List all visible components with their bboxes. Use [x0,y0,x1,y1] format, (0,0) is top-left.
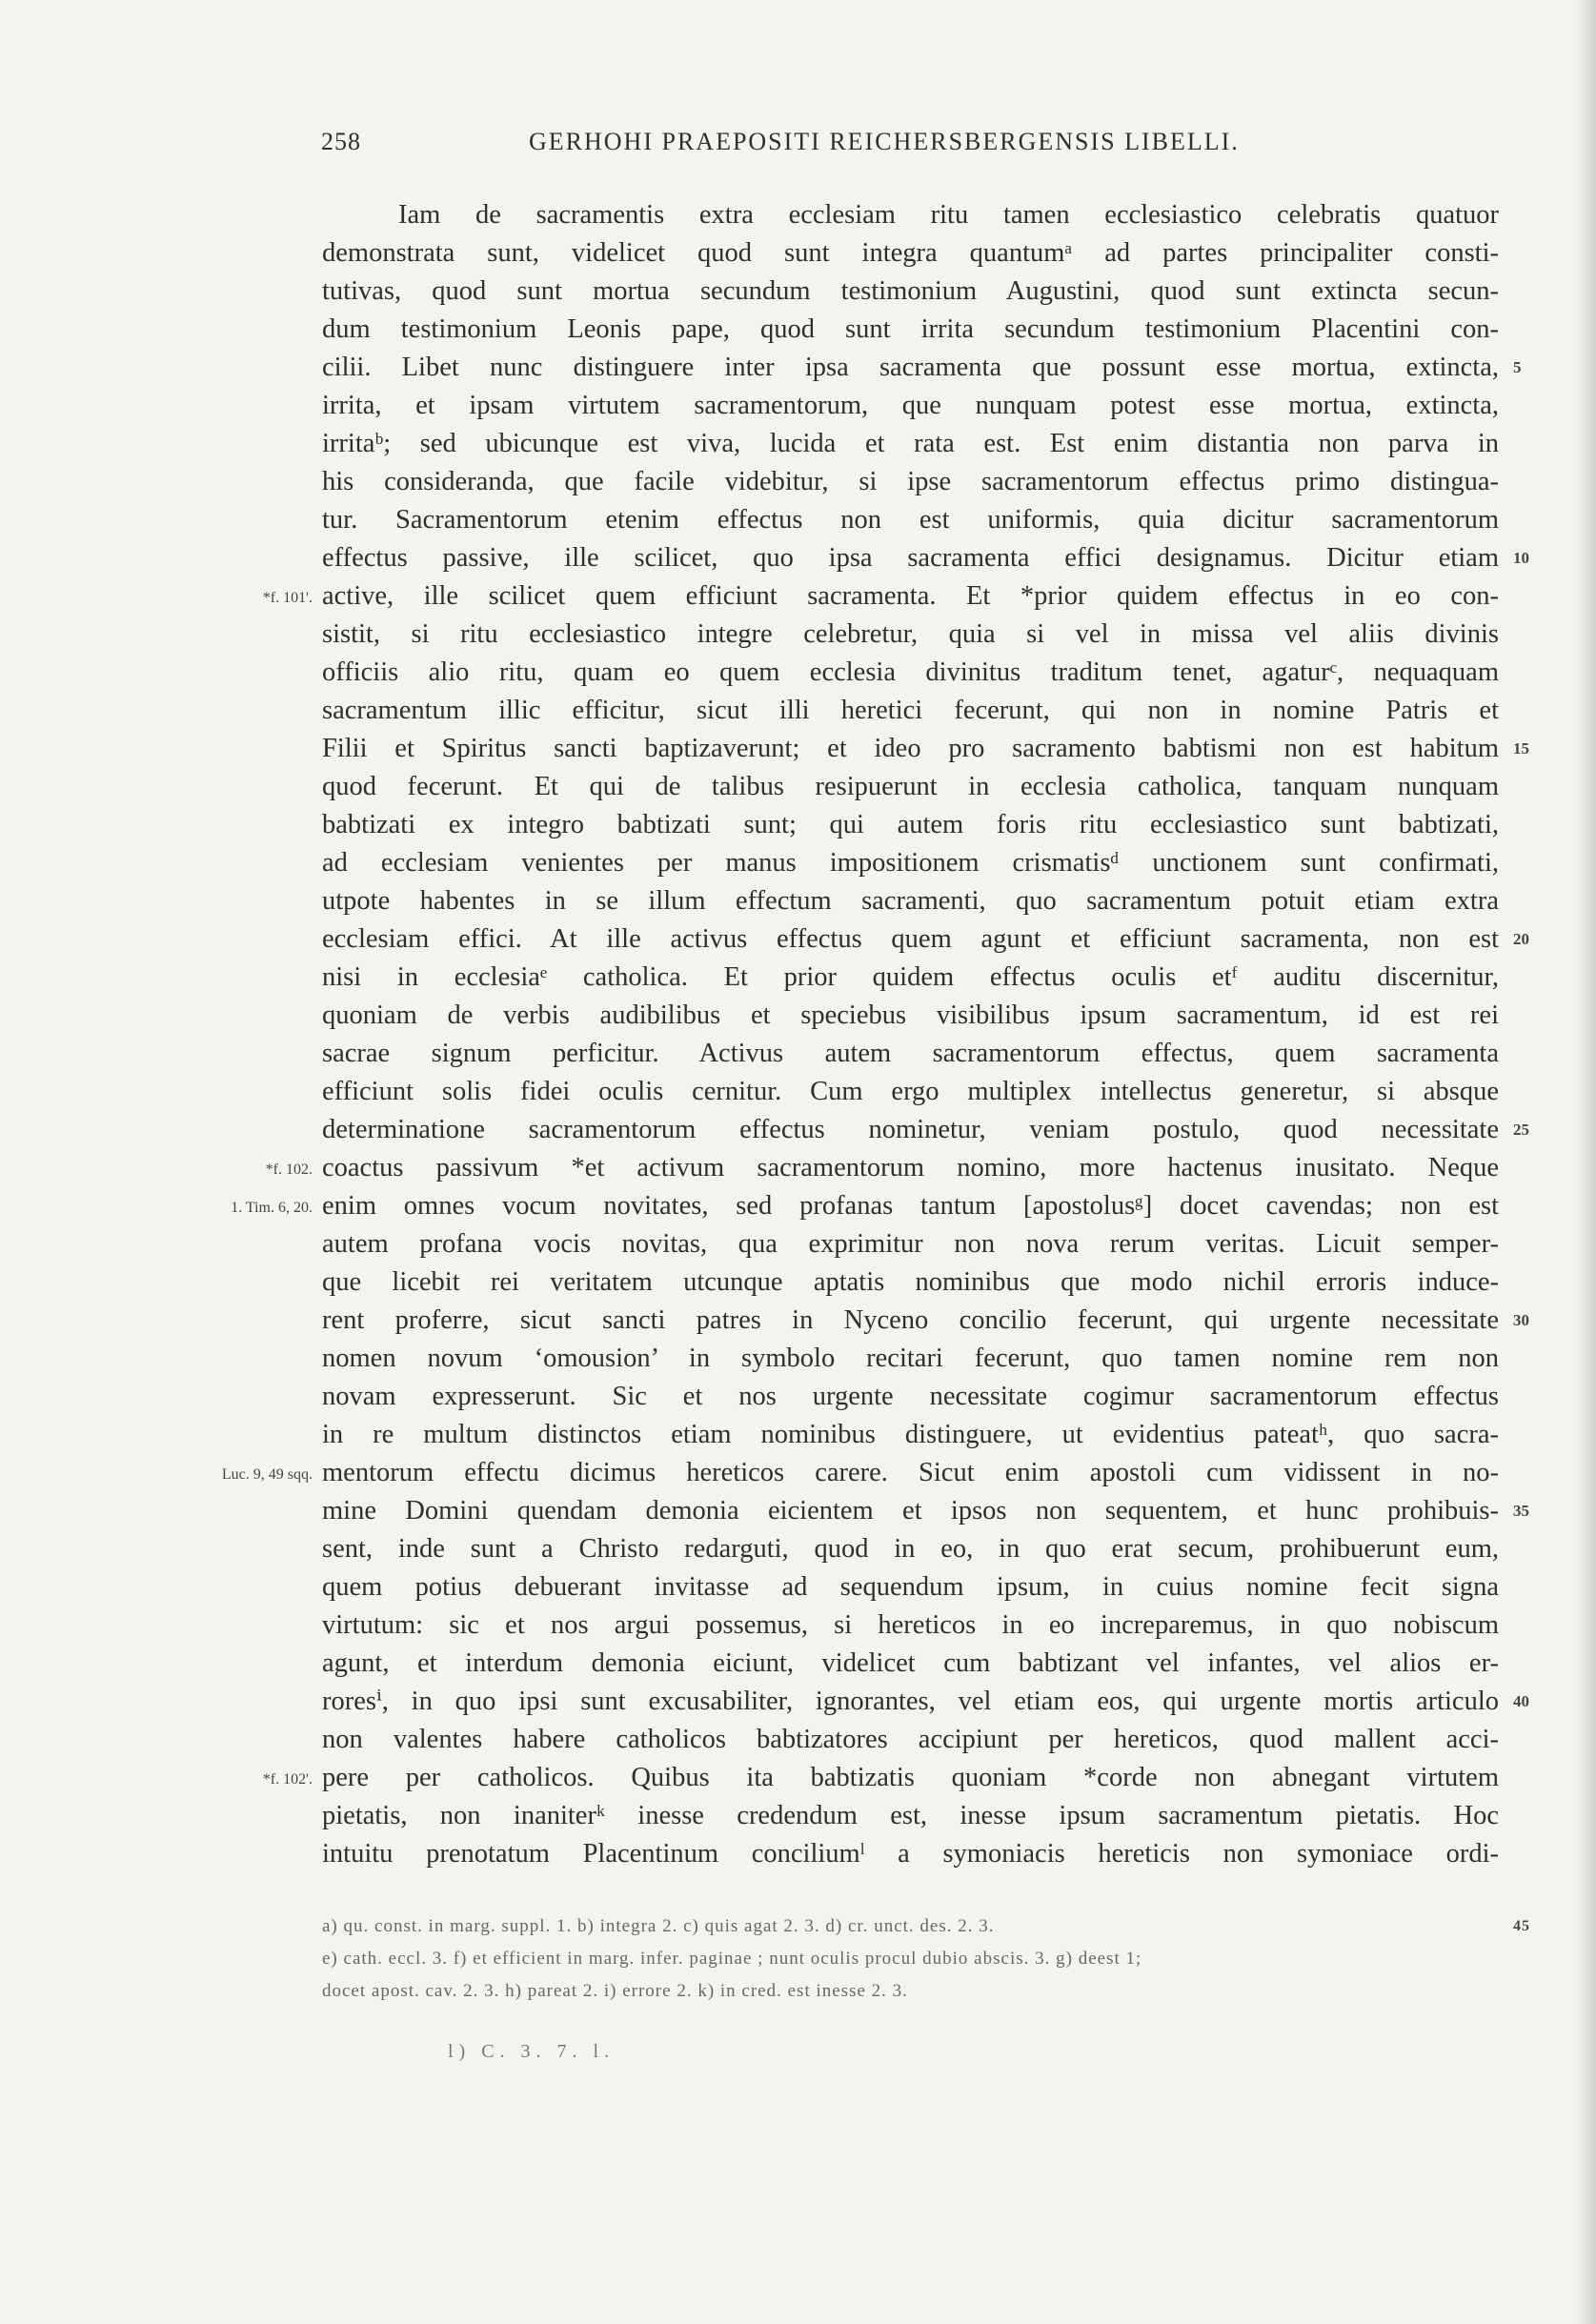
text-line [322,311,1499,349]
line-text: quem potius debuerant invitasse ad sequendum ipsum, in cuius nomine fecit signa [322,1572,1499,1602]
line-number: 40 [1513,1692,1529,1710]
line-text: Iam de sacramentis extra ecclesiam ritu tamen ecclesiastico celebratis quatuor [398,200,1499,230]
text-line [322,1797,1499,1835]
text-line [322,539,1529,577]
text-line [231,1187,1499,1225]
line-number: 5 [1513,358,1522,376]
text-line [322,730,1529,768]
text-line [322,196,1499,234]
text-line [322,387,1499,425]
footnote-line [322,1943,1499,1975]
line-text: autem profana vocis novitas, qua exprimitur non nova rerum veritas. Licuit semper- [322,1229,1499,1259]
line-text: coactus passivum *et activum sacramentorum nomino, more hactenus inusitato. Neque [322,1153,1499,1182]
line-text: enim omnes vocum novitates, sed profanas tantum [apostolusᵍ] docet cavendas; non est [322,1191,1499,1221]
footnote-text: docet apost. cav. 2. 3. h) pareat 2. i) errore 2. k) in cred. est inesse 2. 3. [322,1981,908,2001]
line-text: nisi in ecclesiaᵉ catholica. Et prior quidem effectus oculis etᶠ auditu discernitur, [322,962,1499,992]
line-text: pere per catholicos. Quibus ita babtizatis quoniam *corde non abnegant virtutem [322,1763,1499,1792]
line-text: que licebit rei veritatem utcunque aptatis nominibus que modo nichil erroris induce- [322,1267,1499,1297]
line-text: pietatis, non inaniterᵏ inesse credendum est, inesse ipsum sacramentum pietatis. Hoc [322,1801,1499,1830]
line-text: dum testimonium Leonis pape, quod sunt irrita secundum testimonium Placentini con- [322,314,1499,344]
footnote-line [322,1910,1530,1943]
margin-note: *f. 102'. [262,1771,313,1788]
text-line [322,1340,1499,1378]
text-line [322,692,1499,730]
line-text: officiis alio ritu, quam eo quem ecclesia divinitus traditum tenet, agaturᶜ, nequaquam [322,657,1499,687]
line-text: active, ille scilicet quem efficiunt sacramenta. Et *prior quidem effectus in eo con- [322,581,1499,611]
footnote-line [322,1975,1499,2008]
line-text: babtizati ex integro babtizati sunt; qui autem foris ritu ecclesiastico sunt babtizati, [322,810,1499,839]
text-line [322,1607,1499,1645]
text-line [322,273,1499,311]
line-text: determinatione sacramentorum effectus nominetur, veniam postulo, quod necessitate [322,1115,1499,1144]
text-line [322,768,1499,806]
line-text: novam expresserunt. Sic et nos urgente necessitate cogimur sacramentorum effectus [322,1382,1499,1411]
footnote-tail: l) C. 3. 7. l. [448,2041,616,2062]
line-text: sent, inde sunt a Christo redarguti, quod in eo, in quo erat secum, prohibuerunt eum, [322,1534,1499,1564]
text-line [322,1492,1529,1530]
text-line [322,501,1499,539]
footnote-text: e) cath. eccl. 3. f) et efficient in marg. infer. paginae ; nunt oculis procul dubio abscis. 3. g) deest 1; [322,1949,1142,1969]
page-edge-shadow [1575,0,1596,2324]
text-line [322,959,1499,997]
line-number: 15 [1513,739,1529,758]
main-text [221,196,1529,1873]
text-line [322,1568,1499,1607]
text-line [322,1721,1499,1759]
line-number: 20 [1513,930,1529,948]
line-number: 35 [1513,1502,1529,1520]
text-line [322,1225,1499,1263]
line-text: mine Domini quendam demonia eicientem et ipsos non sequentem, et hunc prohibuis- [322,1496,1499,1526]
line-text: effectus passive, ille scilicet, quo ipsa sacramenta effici designamus. Dicitur etiam [322,543,1499,573]
line-text: utpote habentes in se illum effectum sacramenti, quo sacramentum potuit etiam extra [322,886,1499,916]
line-number: 45 [1513,1918,1530,1934]
text-line [322,616,1499,654]
page-number: 258 [321,128,361,155]
line-number: 25 [1513,1121,1529,1139]
text-line [322,234,1499,273]
text-line [322,1302,1529,1340]
text-line [322,425,1499,463]
line-text: ad ecclesiam venientes per manus impositionem crismatisᵈ unctionem sunt confirmati, [322,848,1499,878]
text-line [322,1263,1499,1302]
footnote-text: a) qu. const. in marg. suppl. 1. b) integra 2. c) quis agat 2. 3. d) cr. unct. des. 2. 3. [322,1916,995,1936]
text-line [322,654,1499,692]
line-text: quoniam de verbis audibilibus et speciebus visibilibus ipsum sacramentum, id est rei [322,1000,1499,1030]
text-line [322,1645,1499,1683]
line-text: non valentes habere catholicos babtizatores accipiunt per hereticos, quod mallent acci- [322,1725,1499,1754]
line-text: intuitu prenotatum Placentinum conciliumˡ a symoniacis hereticis non symoniace ordi- [322,1839,1499,1869]
page-header [0,128,1596,166]
text-line [322,1378,1499,1416]
line-text: roresⁱ, in quo ipsi sunt excusabiliter, ignorantes, vel etiam eos, qui urgente mortis articulo [322,1687,1499,1716]
line-number: 30 [1513,1311,1529,1329]
line-text: his consideranda, que facile videbitur, si ipse sacramentorum effectus primo distingua- [322,467,1499,496]
line-text: irritaᵇ; sed ubicunque est viva, lucida et rata est. Est enim distantia non parva in [322,429,1499,458]
margin-note: *f. 102. [265,1162,313,1178]
line-text: tur. Sacramentorum etenim effectus non est uniformis, quia dicitur sacramentorum [322,505,1499,535]
text-line [322,844,1499,882]
line-number: 10 [1513,549,1529,567]
text-line [322,997,1499,1035]
line-text: rent proferre, sicut sancti patres in Nyceno concilio fecerunt, qui urgente necessitate [322,1305,1499,1335]
text-line [221,1454,1499,1492]
line-text: cilii. Libet nunc distinguere inter ipsa sacramenta que possunt esse mortua, extincta, [322,353,1499,382]
text-line [322,1683,1529,1721]
line-text: sistit, si ritu ecclesiastico integre celebretur, quia si vel in missa vel aliis divinis [322,619,1499,649]
text-line [322,1035,1499,1073]
line-text: irrita, et ipsam virtutem sacramentorum, que nunquam potest esse mortua, extincta, [322,391,1499,420]
text-line [322,882,1499,920]
line-text: sacrae signum perficitur. Activus autem sacramentorum effectus, quem sacramenta [322,1039,1499,1068]
footnotes [322,1910,1530,2008]
margin-note: Luc. 9, 49 sqq. [221,1466,313,1483]
text-line [265,1149,1499,1187]
line-text: virtutum: sic et nos argui possemus, si hereticos in eo increparemus, in quo nobiscum [322,1610,1499,1640]
text-line [322,1835,1499,1873]
line-text: quod fecerunt. Et qui de talibus resipuerunt in ecclesia catholica, tanquam nunquam [322,772,1499,801]
line-text: tutivas, quod sunt mortua secundum testimonium Augustini, quod sunt extincta secun- [322,276,1499,306]
line-text: sacramentum illic efficitur, sicut illi heretici fecerunt, qui non in nomine Patris et [322,696,1499,725]
text-line [262,577,1499,616]
margin-note: *f. 101'. [262,590,313,606]
line-text: Filii et Spiritus sancti baptizaverunt; et ideo pro sacramento babtismi non est habitum [322,734,1499,763]
text-line [322,806,1499,844]
margin-note: 1. Tim. 6, 20. [231,1200,313,1216]
line-text: mentorum effectu dicimus hereticos carere. Sicut enim apostoli cum vidissent in no- [322,1458,1499,1487]
text-line [322,1111,1529,1149]
line-text: efficiunt solis fidei oculis cernitur. Cum ergo multiplex intellectus generetur, si absque [322,1077,1499,1106]
text-line [322,1530,1499,1568]
line-text: nomen novum ‘omousion’ in symbolo recitari fecerunt, quo tamen nomine rem non [322,1344,1499,1373]
line-text: ecclesiam effici. At ille activus effectus quem agunt et efficiunt sacramenta, non est [322,924,1499,954]
text-line [322,1073,1499,1111]
text-line [322,349,1522,387]
line-text: demonstrata sunt, videlicet quod sunt integra quantumᵃ ad partes principaliter consti- [322,238,1499,268]
line-text: agunt, et interdum demonia eiciunt, videlicet cum babtizant vel infantes, vel alios er- [322,1648,1499,1678]
text-line [322,1416,1499,1454]
text-line [262,1759,1499,1797]
text-line [322,463,1499,501]
line-text: in re multum distinctos etiam nominibus distinguere, ut evidentius pateatʰ, quo sacra- [322,1420,1499,1449]
running-title: GERHOHI PRAEPOSITI REICHERSBERGENSIS LIBELLI. [529,128,1240,155]
text-line [322,920,1529,959]
